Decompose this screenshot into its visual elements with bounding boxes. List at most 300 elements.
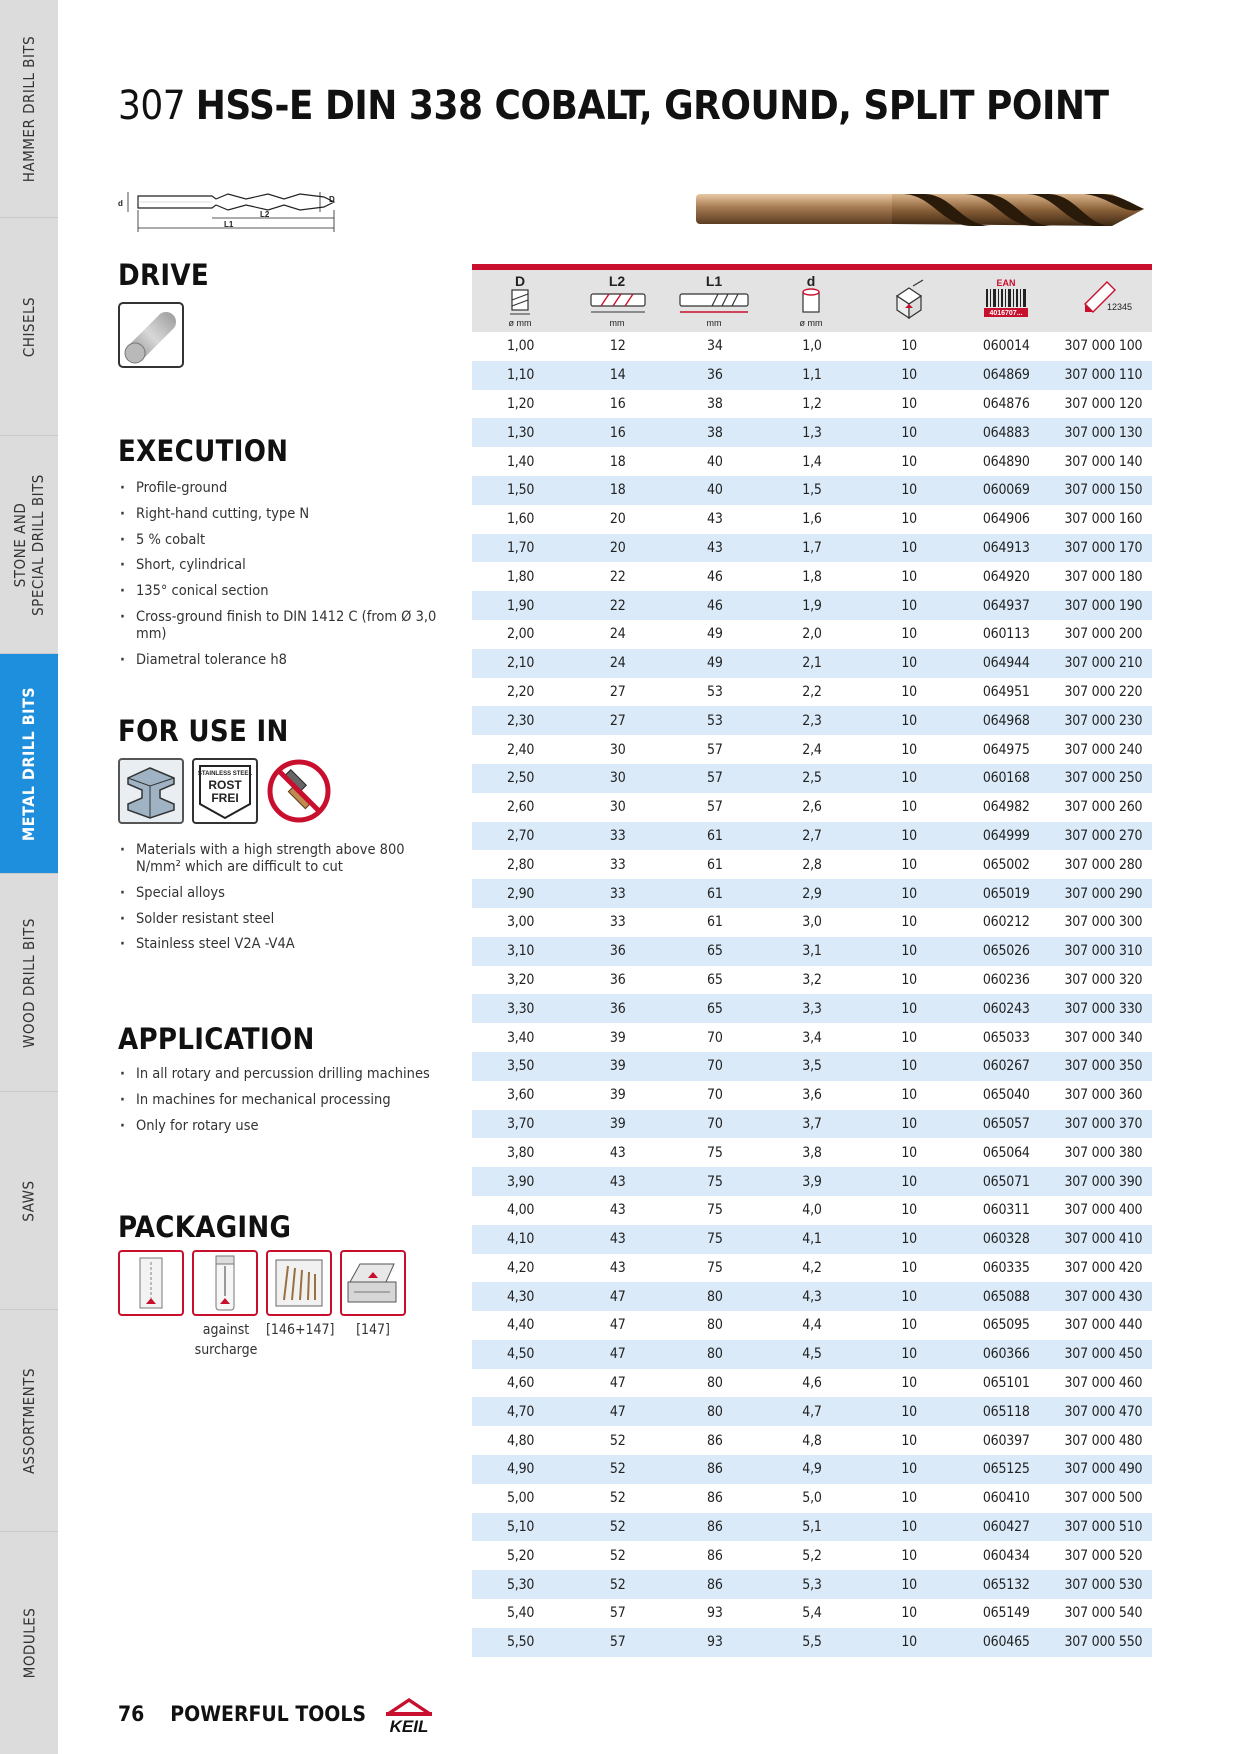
table-cell: 2,8: [802, 856, 822, 873]
header-L2-label: L2: [608, 273, 626, 289]
table-cell: 060427: [982, 1519, 1030, 1536]
table-cell: 10: [901, 712, 917, 729]
table-cell: 2,0: [802, 626, 822, 643]
table-cell: 307 000 210: [1064, 655, 1143, 672]
table-cell: 307 000 150: [1064, 482, 1143, 499]
table-cell: 86: [707, 1576, 723, 1593]
table-cell: 27: [609, 712, 626, 729]
table-cell: 5,40: [506, 1605, 535, 1622]
header-ean-label: EAN: [996, 278, 1016, 288]
single-pack-icon: [118, 1250, 184, 1316]
table-cell: 2,10: [506, 655, 535, 672]
table-cell: 10: [901, 626, 917, 643]
list-item: · In all rotary and percussion drilling machines: [118, 1066, 438, 1083]
table-cell: 060212: [982, 914, 1030, 931]
table-cell: 2,3: [802, 712, 822, 729]
table-cell: 065026: [982, 943, 1030, 960]
table-row: [472, 1397, 1152, 1426]
table-cell: 10: [901, 511, 917, 528]
table-cell: 10: [901, 568, 917, 585]
table-cell: 3,20: [506, 971, 535, 988]
header-L1-label: L1: [706, 273, 723, 289]
table-cell: 20: [609, 539, 626, 556]
side-tab-assortments[interactable]: [0, 1310, 58, 1532]
table-cell: 36: [609, 1000, 626, 1017]
list-item: · Solder resistant steel: [118, 911, 438, 928]
side-tab-label: STONE AND SPECIAL DRILL BITS: [11, 473, 47, 616]
table-cell: 307 000 110: [1064, 367, 1143, 384]
table-cell: 307 000 170: [1064, 539, 1143, 556]
page-title: [118, 82, 1109, 130]
table-cell: 10: [901, 1173, 917, 1190]
drive-heading: DRIVE: [118, 258, 209, 292]
table-cell: 060311: [982, 1202, 1030, 1219]
table-cell: 34: [707, 338, 723, 355]
side-tab-saws[interactable]: [0, 1092, 58, 1310]
table-cell: 1,90: [506, 597, 535, 614]
table-cell: 5,00: [506, 1490, 535, 1507]
table-cell: 307 000 530: [1064, 1576, 1143, 1593]
table-cell: 4,10: [506, 1231, 535, 1248]
table-cell: 10: [901, 1461, 917, 1478]
table-row: [472, 1369, 1152, 1398]
table-cell: 24: [609, 655, 626, 672]
drill-tip-icon: [512, 290, 528, 310]
table-cell: 10: [901, 338, 917, 355]
table-cell: 18: [609, 453, 626, 470]
table-cell: 39: [609, 1087, 626, 1104]
barcode-icon: [986, 289, 1026, 307]
table-cell: 43: [609, 1231, 626, 1248]
table-cell: 307 000 230: [1064, 712, 1143, 729]
side-tab-label: HAMMER DRILL BITS: [20, 35, 38, 182]
list-item: · Stainless steel V2A -V4A: [118, 936, 438, 953]
table-cell: 2,30: [506, 712, 535, 729]
table-cell: 065125: [982, 1461, 1030, 1478]
header-ean-prefix: 4016707...: [989, 310, 1023, 317]
table-row: [472, 649, 1152, 678]
table-cell: 060397: [982, 1432, 1030, 1449]
table-header: [472, 270, 1152, 332]
packaging-label-surcharge: against surcharge: [194, 1322, 258, 1358]
table-cell: 10: [901, 1547, 917, 1564]
table-cell: 43: [609, 1144, 626, 1161]
table-cell: 1,10: [506, 367, 535, 384]
table-cell: 10: [901, 482, 917, 499]
table-cell: 065132: [982, 1576, 1030, 1593]
header-d-label: d: [807, 273, 816, 289]
badge-line-2: FREI: [211, 791, 239, 805]
side-tab-stone-special-drill-bits[interactable]: [0, 436, 58, 654]
table-cell: 39: [609, 1058, 626, 1075]
table-cell: 10: [901, 741, 917, 758]
table-cell: 3,10: [506, 943, 535, 960]
execution-heading: EXECUTION: [118, 434, 289, 468]
table-cell: 47: [609, 1288, 626, 1305]
table-cell: 10: [901, 1634, 917, 1651]
header-pack-quantity: [861, 270, 958, 332]
table-row: [472, 1225, 1152, 1254]
application-list: [118, 1066, 438, 1143]
table-cell: 060465: [982, 1634, 1030, 1651]
table-cell: 1,0: [802, 338, 822, 355]
table-cell: 064869: [982, 367, 1030, 384]
table-cell: 10: [901, 1259, 917, 1276]
table-row: [472, 1052, 1152, 1081]
table-row: [472, 562, 1152, 591]
table-cell: 20: [609, 511, 626, 528]
table-cell: 86: [707, 1461, 723, 1478]
table-cell: 065019: [982, 885, 1030, 902]
table-cell: 3,4: [802, 1029, 822, 1046]
table-cell: 307 000 360: [1064, 1087, 1143, 1104]
table-cell: 5,50: [506, 1634, 535, 1651]
table-cell: 14: [609, 367, 626, 384]
table-cell: 307 000 520: [1064, 1547, 1143, 1564]
table-cell: 10: [901, 1288, 917, 1305]
table-cell: 307 000 280: [1064, 856, 1143, 873]
table-cell: 064951: [982, 683, 1030, 700]
side-tab-modules[interactable]: [0, 1532, 58, 1754]
table-cell: 065002: [982, 856, 1030, 873]
table-cell: 307 000 140: [1064, 453, 1143, 470]
page-number: 76: [118, 1702, 145, 1726]
table-cell: 060243: [982, 1000, 1030, 1017]
list-item: · Profile-ground: [118, 480, 438, 497]
table-cell: 307 000 270: [1064, 827, 1143, 844]
table-cell: 307 000 390: [1064, 1173, 1143, 1190]
header-d-unit: ø mm: [799, 318, 823, 328]
side-tab-label: CHISELS: [20, 296, 39, 357]
header-shank-diameter: [763, 270, 860, 332]
table-cell: 52: [609, 1547, 626, 1564]
table-cell: 10: [901, 539, 917, 556]
table-cell: 43: [707, 511, 723, 528]
table-cell: 39: [609, 1115, 626, 1132]
table-cell: 064982: [982, 799, 1030, 816]
table-cell: 3,1: [802, 943, 822, 960]
header-D-label: D: [514, 273, 526, 289]
table-cell: 70: [707, 1087, 723, 1104]
table-cell: 61: [707, 914, 723, 931]
table-cell: 10: [901, 1490, 917, 1507]
table-row: [472, 850, 1152, 879]
table-cell: 86: [707, 1490, 723, 1507]
table-cell: 307 000 220: [1064, 683, 1143, 700]
table-cell: 064999: [982, 827, 1030, 844]
table-cell: 060335: [982, 1259, 1030, 1276]
table-cell: 16: [609, 395, 626, 412]
table-cell: 53: [707, 712, 723, 729]
table-cell: 307 000 190: [1064, 597, 1143, 614]
table-cell: 2,6: [802, 799, 822, 816]
table-cell: 52: [609, 1576, 626, 1593]
table-cell: 060366: [982, 1346, 1030, 1363]
table-cell: 3,90: [506, 1173, 535, 1190]
table-cell: 064906: [982, 511, 1030, 528]
table-cell: 30: [609, 741, 626, 758]
execution-list: [118, 480, 438, 678]
table-cell: 065064: [982, 1144, 1030, 1161]
table-cell: 75: [707, 1259, 723, 1276]
header-diameter: [472, 270, 569, 332]
table-cell: 40: [707, 453, 723, 470]
table-row: [472, 1138, 1152, 1167]
table-cell: 52: [609, 1519, 626, 1536]
table-cell: 57: [609, 1634, 626, 1651]
table-row: [472, 332, 1152, 361]
table-cell: 49: [707, 655, 723, 672]
header-total-length: [666, 270, 763, 332]
table-row: [472, 1628, 1152, 1657]
table-cell: 1,1: [802, 367, 822, 384]
table-cell: 3,0: [802, 914, 822, 931]
table-cell: 2,60: [506, 799, 535, 816]
table-cell: 57: [707, 741, 723, 758]
list-item: · 5 % cobalt: [118, 532, 438, 549]
packaging-heading: PACKAGING: [118, 1210, 292, 1244]
keil-logo-text: KEIL: [389, 1717, 429, 1734]
table-cell: 33: [609, 914, 626, 931]
table-cell: 064920: [982, 568, 1030, 585]
table-cell: 065149: [982, 1605, 1030, 1622]
table-cell: 4,4: [802, 1317, 822, 1334]
table-cell: 1,2: [802, 395, 822, 412]
table-cell: 4,9: [802, 1461, 822, 1478]
table-cell: 4,60: [506, 1375, 535, 1392]
table-row: [472, 591, 1152, 620]
table-cell: 1,9: [802, 597, 822, 614]
table-cell: 307 000 260: [1064, 799, 1143, 816]
table-row: [472, 1340, 1152, 1369]
table-cell: 61: [707, 827, 723, 844]
table-cell: 30: [609, 770, 626, 787]
use-in-heading: FOR USE IN: [118, 714, 289, 748]
table-cell: 060168: [982, 770, 1030, 787]
table-cell: 1,40: [506, 453, 535, 470]
table-cell: 4,90: [506, 1461, 535, 1478]
header-L1-unit: mm: [706, 318, 722, 328]
table-cell: 49: [707, 626, 723, 643]
table-cell: 57: [609, 1605, 626, 1622]
table-cell: 060236: [982, 971, 1030, 988]
table-cell: 3,8: [802, 1144, 822, 1161]
table-row: [472, 937, 1152, 966]
table-cell: 1,3: [802, 424, 822, 441]
table-cell: 5,20: [506, 1547, 535, 1564]
product-title: HSS-E DIN 338 COBALT, GROUND, SPLIT POINT: [195, 83, 1109, 129]
table-cell: 2,90: [506, 885, 535, 902]
packaging-label-147: [147]: [356, 1322, 390, 1338]
table-cell: 39: [609, 1029, 626, 1046]
table-cell: 307 000 320: [1064, 971, 1143, 988]
table-row: [472, 620, 1152, 649]
table-row: [472, 361, 1152, 390]
header-article-number: [1055, 270, 1152, 332]
table-cell: 5,3: [802, 1576, 822, 1593]
table-cell: 2,50: [506, 770, 535, 787]
table-cell: 10: [901, 1432, 917, 1449]
table-cell: 064944: [982, 655, 1030, 672]
table-cell: 10: [901, 770, 917, 787]
table-cell: 065071: [982, 1173, 1030, 1190]
side-tab-label: MODULES: [20, 1607, 38, 1679]
table-cell: 4,0: [802, 1202, 822, 1219]
diagram-label-L1: L1: [224, 220, 234, 229]
table-cell: 10: [901, 827, 917, 844]
table-cell: 36: [707, 367, 723, 384]
table-cell: 4,3: [802, 1288, 822, 1305]
cassette-pack-icon: [266, 1250, 332, 1316]
table-row: [472, 1484, 1152, 1513]
side-tab-wood-drill-bits[interactable]: [0, 874, 58, 1092]
table-cell: 10: [901, 1029, 917, 1046]
table-cell: 24: [609, 626, 626, 643]
table-cell: 10: [901, 914, 917, 931]
table-cell: 307 000 250: [1064, 770, 1143, 787]
table-cell: 10: [901, 1144, 917, 1161]
table-cell: 10: [901, 885, 917, 902]
table-cell: 5,0: [802, 1490, 822, 1507]
table-cell: 38: [707, 395, 723, 412]
table-row: [472, 994, 1152, 1023]
table-cell: 2,20: [506, 683, 535, 700]
table-cell: 93: [707, 1605, 723, 1622]
table-cell: 43: [609, 1259, 626, 1276]
table-cell: 57: [707, 770, 723, 787]
table-cell: 43: [609, 1173, 626, 1190]
table-row: [472, 1513, 1152, 1542]
table-cell: 43: [707, 539, 723, 556]
table-cell: 10: [901, 1403, 917, 1420]
table-cell: 10: [901, 1375, 917, 1392]
table-row: [472, 1196, 1152, 1225]
table-cell: 75: [707, 1202, 723, 1219]
table-cell: 307 000 440: [1064, 1317, 1143, 1334]
table-cell: 10: [901, 1115, 917, 1132]
table-cell: 4,30: [506, 1288, 535, 1305]
table-cell: 307 000 410: [1064, 1231, 1143, 1248]
table-cell: 307 000 200: [1064, 626, 1143, 643]
table-cell: 064883: [982, 424, 1030, 441]
table-row: [472, 678, 1152, 707]
no-hammer-icon: [266, 758, 332, 824]
header-art-label: 12345: [1106, 302, 1132, 312]
table-cell: 307 000 550: [1064, 1634, 1143, 1651]
table-cell: 4,80: [506, 1432, 535, 1449]
table-cell: 22: [609, 568, 626, 585]
table-cell: 10: [901, 799, 917, 816]
table-cell: 065040: [982, 1087, 1030, 1104]
side-tab-chisels[interactable]: [0, 218, 58, 436]
table-row: [472, 1455, 1152, 1484]
table-cell: 3,5: [802, 1058, 822, 1075]
table-cell: 10: [901, 1087, 917, 1104]
table-cell: 10: [901, 856, 917, 873]
diagram-label-D: D: [329, 195, 335, 204]
table-cell: 3,30: [506, 1000, 535, 1017]
table-cell: 1,7: [802, 539, 822, 556]
table-cell: 3,9: [802, 1173, 822, 1190]
table-row: [472, 1254, 1152, 1283]
tube-pack-icon: [192, 1250, 258, 1316]
table-row: [472, 390, 1152, 419]
table-cell: 307 000 290: [1064, 885, 1143, 902]
side-tab-hammer-drill-bits[interactable]: [0, 0, 58, 218]
table-cell: 060410: [982, 1490, 1030, 1507]
table-cell: 1,5: [802, 482, 822, 499]
table-row: [472, 1081, 1152, 1110]
side-tab-label: WOOD DRILL BITS: [20, 917, 38, 1048]
table-cell: 27: [609, 683, 626, 700]
flute-length-icon: [591, 294, 645, 306]
table-cell: 3,3: [802, 1000, 822, 1017]
table-cell: 4,1: [802, 1231, 822, 1248]
table-cell: 3,40: [506, 1029, 535, 1046]
table-row: [472, 879, 1152, 908]
drill-bit-photo: [692, 186, 1148, 236]
table-cell: 4,7: [802, 1403, 822, 1420]
packaging-label-146-147: [146+147]: [266, 1322, 335, 1338]
table-cell: 2,2: [802, 683, 822, 700]
table-cell: 57: [707, 799, 723, 816]
table-cell: 4,00: [506, 1202, 535, 1219]
table-row: [472, 418, 1152, 447]
steel-beam-icon: [118, 758, 184, 824]
list-item: · Special alloys: [118, 885, 438, 902]
table-row: [472, 764, 1152, 793]
table-cell: 46: [707, 597, 723, 614]
table-row: [472, 735, 1152, 764]
table-cell: 307 000 240: [1064, 741, 1143, 758]
table-cell: 064876: [982, 395, 1030, 412]
side-tab-label: METAL DRILL BITS: [19, 686, 38, 841]
table-body: [472, 332, 1152, 1657]
table-cell: 5,2: [802, 1547, 822, 1564]
table-cell: 1,30: [506, 424, 535, 441]
table-cell: 70: [707, 1115, 723, 1132]
table-cell: 61: [707, 885, 723, 902]
table-row: [472, 908, 1152, 937]
list-item: · Diametral tolerance h8: [118, 652, 438, 669]
table-cell: 060328: [982, 1231, 1030, 1248]
table-cell: 065118: [982, 1403, 1030, 1420]
header-D-unit: ø mm: [508, 318, 532, 328]
table-cell: 10: [901, 683, 917, 700]
pack-quantity-icon: [861, 270, 958, 332]
side-tab-metal-drill-bits[interactable]: [0, 654, 58, 874]
use-in-list: [118, 842, 438, 962]
table-cell: 5,30: [506, 1576, 535, 1593]
table-row: [472, 1167, 1152, 1196]
table-cell: 307 000 380: [1064, 1144, 1143, 1161]
footer-claim: POWERFUL TOOLS: [170, 1702, 367, 1726]
table-cell: 36: [609, 971, 626, 988]
table-cell: 10: [901, 1000, 917, 1017]
table-cell: 65: [707, 943, 723, 960]
table-cell: 4,20: [506, 1259, 535, 1276]
table-cell: 10: [901, 1317, 917, 1334]
table-cell: 307 000 490: [1064, 1461, 1143, 1478]
table-cell: 060113: [982, 626, 1030, 643]
table-cell: 1,80: [506, 568, 535, 585]
table-cell: 12: [609, 338, 626, 355]
table-row: [472, 1110, 1152, 1139]
case-pack-icon: [340, 1250, 406, 1316]
table-cell: 307 000 120: [1064, 395, 1143, 412]
table-cell: 30: [609, 799, 626, 816]
table-cell: 86: [707, 1547, 723, 1564]
